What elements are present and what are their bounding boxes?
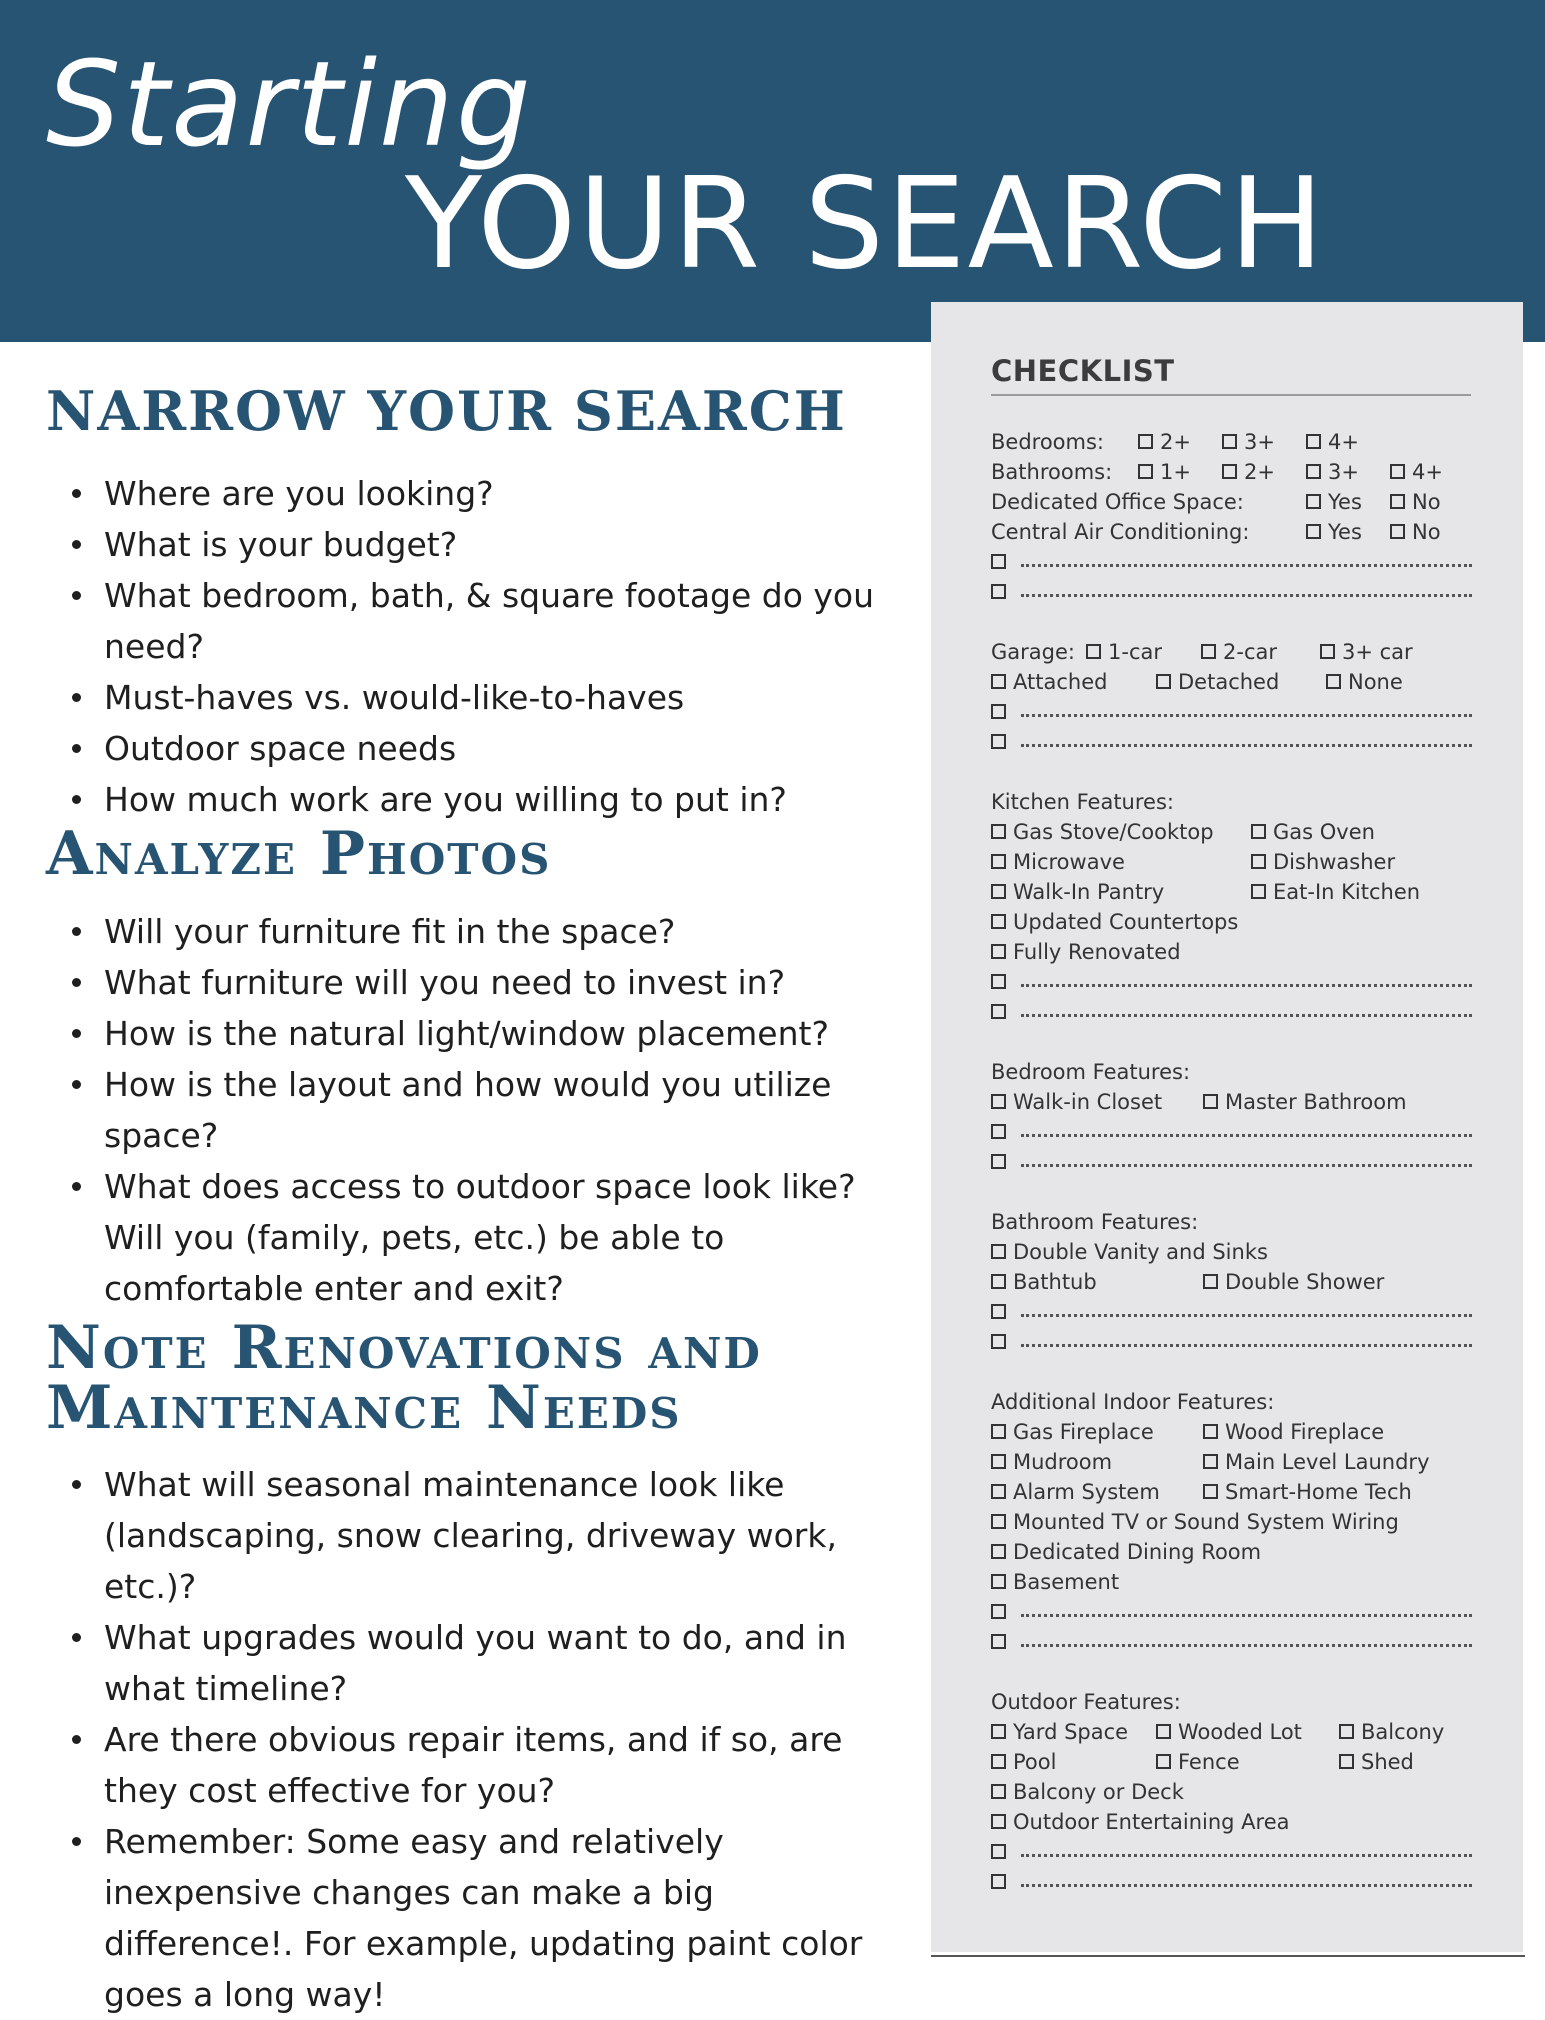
checkbox[interactable] [991, 1544, 1006, 1559]
option-label: Double Shower [1225, 1270, 1385, 1294]
option-label: Attached [1013, 670, 1108, 694]
blank-line[interactable] [1021, 1314, 1472, 1317]
bullet-icon [72, 927, 81, 936]
blank-line[interactable] [1021, 1854, 1472, 1857]
narrow-list [46, 468, 926, 825]
option-label: No [1412, 520, 1441, 544]
checkbox[interactable] [991, 1244, 1006, 1259]
option-label: None [1348, 670, 1403, 694]
list-item: Outdoor space needs [104, 723, 926, 774]
option-label: Pool [1013, 1750, 1057, 1774]
list-item: Where are you looking? [104, 468, 926, 519]
checkbox[interactable] [1251, 884, 1266, 899]
checklist-divider [991, 394, 1471, 396]
checkbox[interactable] [1138, 434, 1153, 449]
checkbox[interactable] [991, 1304, 1006, 1319]
bullet-icon [72, 1480, 81, 1489]
checkbox[interactable] [991, 1784, 1006, 1799]
option-label: 3+ [1328, 460, 1359, 484]
option-label: 1-car [1108, 640, 1162, 664]
option-label: Fully Renovated [1013, 940, 1181, 964]
option-label: Wooded Lot [1178, 1720, 1302, 1744]
checkbox[interactable] [991, 1154, 1006, 1169]
option-label: Smart-Home Tech [1225, 1480, 1412, 1504]
checkbox[interactable] [1251, 854, 1266, 869]
checkbox[interactable] [1326, 674, 1341, 689]
checkbox[interactable] [991, 734, 1006, 749]
checkbox[interactable] [1222, 464, 1237, 479]
checkbox[interactable] [1390, 464, 1405, 479]
checkbox[interactable] [1320, 644, 1335, 659]
option-label: 4+ [1328, 430, 1359, 454]
outdoor-features-label: Outdoor Features: [991, 1690, 1181, 1714]
list-item: Must-haves vs. would-like-to-haves [104, 672, 926, 723]
checkbox[interactable] [991, 1454, 1006, 1469]
option-label: Mounted TV or Sound System Wiring [1013, 1510, 1399, 1534]
checkbox[interactable] [1390, 494, 1405, 509]
bullet-icon [72, 1633, 81, 1642]
option-label: Outdoor Entertaining Area [1013, 1810, 1290, 1834]
option-label: Yes [1328, 520, 1362, 544]
bedroom-features-label: Bedroom Features: [991, 1060, 1191, 1084]
option-label: 3+ car [1342, 640, 1413, 664]
option-label: 2+ [1160, 430, 1191, 454]
checkbox[interactable] [1201, 644, 1216, 659]
checkbox[interactable] [991, 1334, 1006, 1349]
checkbox[interactable] [991, 1814, 1006, 1829]
bullet-icon [72, 540, 81, 549]
option-label: Balcony or Deck [1013, 1780, 1184, 1804]
checkbox[interactable] [1156, 1754, 1171, 1769]
bullet-icon [72, 978, 81, 987]
checkbox[interactable] [991, 1004, 1006, 1019]
checkbox[interactable] [1203, 1274, 1218, 1289]
option-label: Walk-In Pantry [1013, 880, 1165, 904]
checkbox[interactable] [991, 704, 1006, 719]
checkbox[interactable] [991, 1274, 1006, 1289]
bullet-icon [72, 1182, 81, 1191]
checkbox[interactable] [1306, 494, 1321, 509]
office-label: Dedicated Office Space: [991, 490, 1244, 514]
checkbox[interactable] [991, 1754, 1006, 1769]
blank-line[interactable] [1021, 564, 1472, 567]
aircon-label: Central Air Conditioning: [991, 520, 1250, 544]
checkbox[interactable] [991, 854, 1006, 869]
list-item: What does access to outdoor space look like? Will you (family, pets, etc.) be able to comfortable enter and exit? [104, 1161, 906, 1314]
checkbox[interactable] [991, 1844, 1006, 1859]
heading-analyze-photos: Analyze Photos [46, 819, 552, 889]
bullet-icon [72, 795, 81, 804]
option-label: Fence [1178, 1750, 1240, 1774]
option-label: Dedicated Dining Room [1013, 1540, 1262, 1564]
checkbox[interactable] [991, 1124, 1006, 1139]
checkbox[interactable] [991, 824, 1006, 839]
bullet-icon [72, 693, 81, 702]
option-label: 1+ [1160, 460, 1191, 484]
checkbox[interactable] [991, 1484, 1006, 1499]
checkbox[interactable] [991, 584, 1006, 599]
blank-line[interactable] [1021, 1134, 1472, 1137]
option-label: Alarm System [1013, 1480, 1160, 1504]
checkbox[interactable] [991, 884, 1006, 899]
checkbox[interactable] [991, 554, 1006, 569]
option-label: Basement [1013, 1570, 1120, 1594]
note-list [46, 1459, 906, 2020]
checkbox[interactable] [1251, 824, 1266, 839]
bedrooms-label: Bedrooms: [991, 430, 1104, 454]
title-script: Starting [46, 35, 533, 173]
page-title: YOUR SEARCH [405, 150, 1326, 297]
checkbox[interactable] [1339, 1724, 1354, 1739]
analyze-list [46, 906, 906, 1314]
kitchen-label: Kitchen Features: [991, 790, 1174, 814]
option-label: Balcony [1361, 1720, 1445, 1744]
option-label: Walk-in Closet [1013, 1090, 1163, 1114]
garage-label: Garage: [991, 640, 1075, 664]
blank-line[interactable] [1021, 594, 1472, 597]
bullet-icon [72, 1735, 81, 1744]
checkbox[interactable] [991, 1574, 1006, 1589]
bathrooms-label: Bathrooms: [991, 460, 1113, 484]
checkbox[interactable] [1222, 434, 1237, 449]
option-label: Dishwasher [1273, 850, 1396, 874]
checkbox[interactable] [1203, 1424, 1218, 1439]
list-item: How is the layout and how would you utilize space? [104, 1059, 906, 1161]
checkbox[interactable] [991, 914, 1006, 929]
checkbox[interactable] [1390, 524, 1405, 539]
header-banner [0, 0, 1545, 342]
checkbox[interactable] [1306, 464, 1321, 479]
option-label: Detached [1178, 670, 1280, 694]
blank-line[interactable] [1021, 1614, 1472, 1617]
list-item: What bedroom, bath, & square footage do you need? [104, 570, 926, 672]
list-item: What furniture will you need to invest in? [104, 957, 906, 1008]
option-label: Eat-In Kitchen [1273, 880, 1421, 904]
checklist-panel [931, 302, 1523, 1952]
blank-line[interactable] [1021, 1014, 1472, 1017]
option-label: Microwave [1013, 850, 1125, 874]
checkbox[interactable] [1203, 1484, 1218, 1499]
checkbox[interactable] [1086, 644, 1101, 659]
option-label: Yes [1328, 490, 1362, 514]
bullet-icon [72, 744, 81, 753]
option-label: Double Vanity and Sinks [1013, 1240, 1268, 1264]
option-label: 3+ [1244, 430, 1275, 454]
blank-line[interactable] [1021, 744, 1472, 747]
heading-narrow-your-search: NARROW YOUR SEARCH [46, 379, 847, 443]
checkbox[interactable] [1306, 524, 1321, 539]
checkbox[interactable] [1339, 1754, 1354, 1769]
blank-line[interactable] [1021, 714, 1472, 717]
bullet-icon [72, 1837, 81, 1846]
checkbox[interactable] [1156, 1724, 1171, 1739]
checkbox[interactable] [991, 1724, 1006, 1739]
option-label: 4+ [1412, 460, 1443, 484]
list-item: Are there obvious repair items, and if so, are they cost effective for you? [104, 1714, 906, 1816]
list-item: Will your furniture fit in the space? [104, 906, 906, 957]
option-label: Main Level Laundry [1225, 1450, 1430, 1474]
checkbox[interactable] [1138, 464, 1153, 479]
checkbox[interactable] [1156, 674, 1171, 689]
checkbox[interactable] [991, 1604, 1006, 1619]
checkbox[interactable] [991, 674, 1006, 689]
bathroom-features-label: Bathroom Features: [991, 1210, 1199, 1234]
list-item: What upgrades would you want to do, and in what timeline? [104, 1612, 906, 1714]
list-item: What will seasonal maintenance look like (landscaping, snow clearing, driveway work, etc.)? [104, 1459, 906, 1612]
bullet-icon [72, 591, 81, 600]
checkbox[interactable] [1203, 1454, 1218, 1469]
checkbox[interactable] [1203, 1094, 1218, 1109]
checklist-title: CHECKLIST [991, 354, 1175, 388]
checkbox[interactable] [991, 1634, 1006, 1649]
blank-line[interactable] [1021, 1884, 1472, 1887]
option-label: Gas Oven [1273, 820, 1375, 844]
option-label: Updated Countertops [1013, 910, 1239, 934]
checkbox[interactable] [991, 974, 1006, 989]
bullet-icon [72, 1080, 81, 1089]
option-label: Mudroom [1013, 1450, 1113, 1474]
option-label: Gas Stove/Cooktop [1013, 820, 1214, 844]
list-item: How much work are you willing to put in? [104, 774, 926, 825]
blank-line[interactable] [1021, 1644, 1472, 1647]
list-item: Remember: Some easy and relatively inexpensive changes can make a big difference!. For example, updating paint color goes a long way! [104, 1816, 906, 2020]
option-label: No [1412, 490, 1441, 514]
list-item: What is your budget? [104, 519, 926, 570]
option-label: Gas Fireplace [1013, 1420, 1154, 1444]
bullet-icon [72, 489, 81, 498]
option-label: Bathtub [1013, 1270, 1097, 1294]
checkbox[interactable] [991, 1424, 1006, 1439]
option-label: 2-car [1223, 640, 1277, 664]
option-label: 2+ [1244, 460, 1275, 484]
option-label: Yard Space [1013, 1720, 1129, 1744]
list-item: How is the natural light/window placement? [104, 1008, 906, 1059]
panel-bottom-rule [931, 1955, 1525, 1957]
blank-line[interactable] [1021, 1344, 1472, 1347]
option-label: Wood Fireplace [1225, 1420, 1385, 1444]
option-label: Shed [1361, 1750, 1414, 1774]
blank-line[interactable] [1021, 1164, 1472, 1167]
checkbox[interactable] [991, 1094, 1006, 1109]
checkbox[interactable] [991, 1874, 1006, 1889]
indoor-features-label: Additional Indoor Features: [991, 1390, 1275, 1414]
option-label: Master Bathroom [1225, 1090, 1407, 1114]
bullet-icon [72, 1029, 81, 1038]
blank-line[interactable] [1021, 984, 1472, 987]
checkbox[interactable] [991, 944, 1006, 959]
checkbox[interactable] [991, 1514, 1006, 1529]
checkbox[interactable] [1306, 434, 1321, 449]
heading-note-renovations: Note Renovations and Maintenance Needs [46, 1313, 762, 1443]
